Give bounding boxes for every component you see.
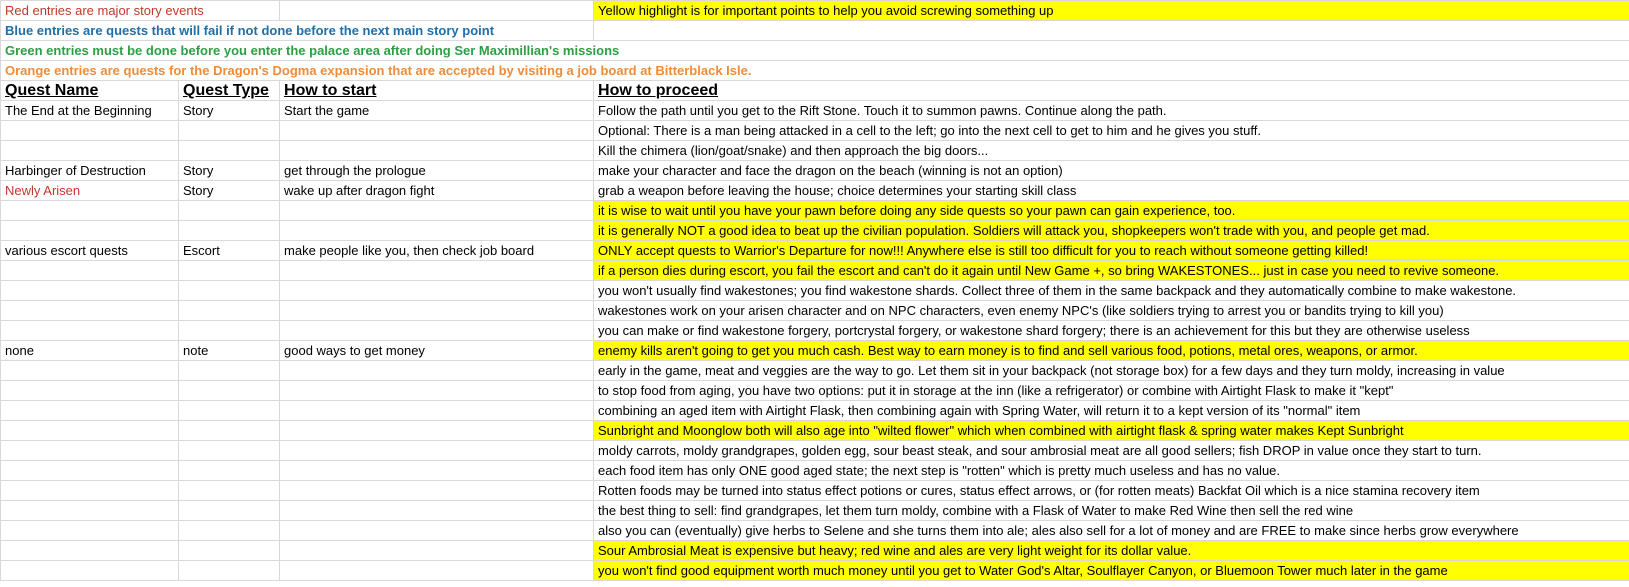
cell-quest-type[interactable] bbox=[179, 281, 280, 301]
cell-quest-name[interactable]: various escort quests bbox=[1, 241, 179, 261]
cell-quest-type[interactable]: Story bbox=[179, 101, 280, 121]
cell-quest-type[interactable] bbox=[179, 481, 280, 501]
table-row bbox=[1, 261, 1629, 281]
cell-how-to-proceed[interactable]: make your character and face the dragon on the beach (winning is not an option) bbox=[594, 161, 1629, 181]
cell-quest-name[interactable] bbox=[1, 261, 179, 281]
cell-quest-type[interactable] bbox=[179, 301, 280, 321]
legend-red[interactable]: Red entries are major story events bbox=[1, 1, 280, 21]
cell-how-to-start[interactable] bbox=[280, 381, 594, 401]
cell-quest-type[interactable]: Story bbox=[179, 161, 280, 181]
cell-how-to-start[interactable] bbox=[280, 361, 594, 381]
table-row bbox=[1, 401, 1629, 421]
cell-quest-name[interactable] bbox=[1, 501, 179, 521]
table-row bbox=[1, 441, 1629, 461]
cell-how-to-proceed[interactable]: moldy carrots, moldy grandgrapes, golden egg, sour beast steak, and sour ambrosial meat are all good sellers; fish DROP in value once they start to turn. bbox=[594, 441, 1629, 461]
cell-how-to-start[interactable] bbox=[280, 141, 594, 161]
table-row bbox=[1, 221, 1629, 241]
cell-quest-type[interactable] bbox=[179, 121, 280, 141]
table-row bbox=[1, 241, 1629, 261]
cell-quest-type[interactable] bbox=[179, 361, 280, 381]
cell-quest-type[interactable] bbox=[179, 201, 280, 221]
legend-row-red bbox=[1, 1, 1629, 21]
cell-quest-name[interactable] bbox=[1, 321, 179, 341]
cell-quest-name[interactable]: Harbinger of Destruction bbox=[1, 161, 179, 181]
cell-how-to-start[interactable] bbox=[280, 501, 594, 521]
empty-cell[interactable] bbox=[280, 1, 594, 21]
cell-quest-type[interactable] bbox=[179, 441, 280, 461]
cell-how-to-proceed[interactable]: grab a weapon before leaving the house; choice determines your starting skill class bbox=[594, 181, 1629, 201]
cell-how-to-proceed[interactable]: if a person dies during escort, you fail the escort and can't do it again until New Game +, so bring WAKESTONES... just in case you need to revive someone. bbox=[594, 261, 1629, 281]
cell-how-to-start[interactable]: get through the prologue bbox=[280, 161, 594, 181]
cell-quest-name[interactable] bbox=[1, 561, 179, 581]
cell-how-to-start[interactable]: Start the game bbox=[280, 101, 594, 121]
table-row bbox=[1, 181, 1629, 201]
cell-quest-type[interactable] bbox=[179, 521, 280, 541]
cell-quest-type[interactable] bbox=[179, 401, 280, 421]
cell-how-to-proceed[interactable]: Sunbright and Moonglow both will also age into "wilted flower" which when combined with airtight flask & spring water makes Kept Sunbright bbox=[594, 421, 1629, 441]
cell-quest-type[interactable]: Escort bbox=[179, 241, 280, 261]
cell-how-to-start[interactable] bbox=[280, 201, 594, 221]
cell-how-to-proceed[interactable]: it is generally NOT a good idea to beat up the civilian population. Soldiers will attack you, shopkeepers won't trade with you, and people get mad. bbox=[594, 221, 1629, 241]
legend-row-blue bbox=[1, 21, 1629, 41]
cell-how-to-proceed[interactable]: you can make or find wakestone forgery, portcrystal forgery, or wakestone shard forgery; there is an achievement for this but they are otherwise useless bbox=[594, 321, 1629, 341]
legend-row-green bbox=[1, 41, 1629, 61]
cell-quest-type[interactable] bbox=[179, 321, 280, 341]
cell-how-to-proceed[interactable]: to stop food from aging, you have two options: put it in storage at the inn (like a refrigerator) or combine with Airtight Flask to make it "kept" bbox=[594, 381, 1629, 401]
cell-quest-type[interactable] bbox=[179, 561, 280, 581]
cell-how-to-proceed[interactable]: Sour Ambrosial Meat is expensive but heavy; red wine and ales are very light weight for its dollar value. bbox=[594, 541, 1629, 561]
cell-how-to-start[interactable] bbox=[280, 261, 594, 281]
table-row bbox=[1, 381, 1629, 401]
legend-row-orange bbox=[1, 61, 1629, 81]
header-how-to-proceed[interactable]: How to proceed bbox=[594, 81, 1629, 101]
header-quest-type[interactable]: Quest Type bbox=[179, 81, 280, 101]
cell-how-to-proceed[interactable]: you won't find good equipment worth much money until you get to Water God's Altar, Soulflayer Canyon, or Bluemoon Tower much later in the game bbox=[594, 561, 1629, 581]
cell-quest-name[interactable] bbox=[1, 201, 179, 221]
cell-how-to-start[interactable] bbox=[280, 541, 594, 561]
cell-quest-type[interactable] bbox=[179, 541, 280, 561]
cell-quest-name[interactable] bbox=[1, 521, 179, 541]
cell-how-to-proceed[interactable]: the best thing to sell: find grandgrapes, let them turn moldy, combine with a Flask of Water to make Red Wine then sell the red wine bbox=[594, 501, 1629, 521]
cell-quest-name[interactable] bbox=[1, 361, 179, 381]
cell-quest-name[interactable] bbox=[1, 381, 179, 401]
cell-how-to-start[interactable] bbox=[280, 301, 594, 321]
cell-how-to-start[interactable]: good ways to get money bbox=[280, 341, 594, 361]
cell-quest-name[interactable] bbox=[1, 141, 179, 161]
table-row bbox=[1, 521, 1629, 541]
legend-green[interactable]: Green entries must be done before you enter the palace area after doing Ser Maximillian's missions bbox=[1, 41, 1629, 61]
cell-how-to-proceed[interactable]: it is wise to wait until you have your pawn before doing any side quests so your pawn can gain experience, too. bbox=[594, 201, 1629, 221]
cell-how-to-proceed[interactable]: Optional: There is a man being attacked in a cell to the left; go into the next cell to get to him and he gives you stuff. bbox=[594, 121, 1629, 141]
cell-how-to-start[interactable] bbox=[280, 401, 594, 421]
table-row bbox=[1, 361, 1629, 381]
cell-quest-type[interactable] bbox=[179, 221, 280, 241]
cell-how-to-start[interactable] bbox=[280, 561, 594, 581]
header-quest-name[interactable]: Quest Name bbox=[1, 81, 179, 101]
cell-quest-name[interactable]: The End at the Beginning bbox=[1, 101, 179, 121]
cell-how-to-start[interactable] bbox=[280, 481, 594, 501]
cell-quest-name[interactable] bbox=[1, 401, 179, 421]
cell-quest-type[interactable] bbox=[179, 501, 280, 521]
table-row bbox=[1, 161, 1629, 181]
table-row bbox=[1, 101, 1629, 121]
header-how-to-start[interactable]: How to start bbox=[280, 81, 594, 101]
cell-how-to-start[interactable] bbox=[280, 461, 594, 481]
table-row bbox=[1, 481, 1629, 501]
empty-cell[interactable] bbox=[594, 21, 1629, 41]
legend-orange[interactable]: Orange entries are quests for the Dragon's Dogma expansion that are accepted by visiting a job board at Bitterblack Isle. bbox=[1, 61, 1629, 81]
cell-quest-name[interactable] bbox=[1, 301, 179, 321]
table-row bbox=[1, 461, 1629, 481]
cell-how-to-proceed[interactable]: wakestones work on your arisen character and on NPC characters, even enemy NPC's (like soldiers trying to arrest you or bandits trying to kill you) bbox=[594, 301, 1629, 321]
cell-how-to-proceed[interactable]: combining an aged item with Airtight Flask, then combining again with Spring Water, will return it to a kept version of its "normal" item bbox=[594, 401, 1629, 421]
cell-how-to-proceed[interactable]: ONLY accept quests to Warrior's Departure for now!!! Anywhere else is still too difficult for you to reach without someone getting killed! bbox=[594, 241, 1629, 261]
table-row bbox=[1, 541, 1629, 561]
cell-quest-name[interactable] bbox=[1, 121, 179, 141]
cell-quest-name[interactable] bbox=[1, 481, 179, 501]
cell-quest-type[interactable] bbox=[179, 141, 280, 161]
table-row bbox=[1, 281, 1629, 301]
cell-how-to-proceed[interactable]: Kill the chimera (lion/goat/snake) and then approach the big doors... bbox=[594, 141, 1629, 161]
table-row bbox=[1, 321, 1629, 341]
table-row bbox=[1, 501, 1629, 521]
cell-quest-type[interactable] bbox=[179, 381, 280, 401]
cell-quest-name[interactable]: Newly Arisen bbox=[1, 181, 179, 201]
cell-how-to-proceed[interactable]: early in the game, meat and veggies are the way to go. Let them sit in your backpack (not storage box) for a few days and they turn moldy, increasing in value bbox=[594, 361, 1629, 381]
legend-blue[interactable]: Blue entries are quests that will fail if not done before the next main story point bbox=[1, 21, 594, 41]
cell-quest-type[interactable] bbox=[179, 461, 280, 481]
cell-quest-name[interactable]: none bbox=[1, 341, 179, 361]
cell-how-to-proceed[interactable]: each food item has only ONE good aged state; the next step is "rotten" which is pretty much useless and has no value. bbox=[594, 461, 1629, 481]
cell-how-to-proceed[interactable]: Rotten foods may be turned into status effect potions or cures, status effect arrows, or (for rotten meats) Backfat Oil which is a nice stamina recovery item bbox=[594, 481, 1629, 501]
legend-yellow[interactable]: Yellow highlight is for important points to help you avoid screwing something up bbox=[594, 1, 1629, 21]
table-row bbox=[1, 141, 1629, 161]
table-row bbox=[1, 301, 1629, 321]
table-row bbox=[1, 421, 1629, 441]
cell-how-to-start[interactable]: make people like you, then check job board bbox=[280, 241, 594, 261]
cell-how-to-proceed[interactable]: also you can (eventually) give herbs to Selene and she turns them into ale; ales also sell for a lot of money and are FREE to make since herbs grow everywhere bbox=[594, 521, 1629, 541]
table-row bbox=[1, 561, 1629, 581]
cell-how-to-start[interactable] bbox=[280, 321, 594, 341]
cell-how-to-proceed[interactable]: enemy kills aren't going to get you much cash. Best way to earn money is to find and sell various food, potions, metal ores, weapons, or armor. bbox=[594, 341, 1629, 361]
cell-quest-name[interactable] bbox=[1, 221, 179, 241]
cell-quest-name[interactable] bbox=[1, 541, 179, 561]
cell-quest-type[interactable]: note bbox=[179, 341, 280, 361]
cell-how-to-start[interactable]: wake up after dragon fight bbox=[280, 181, 594, 201]
cell-how-to-start[interactable] bbox=[280, 121, 594, 141]
cell-quest-type[interactable] bbox=[179, 421, 280, 441]
cell-how-to-proceed[interactable]: Follow the path until you get to the Rift Stone. Touch it to summon pawns. Continue along the path. bbox=[594, 101, 1629, 121]
cell-quest-type[interactable]: Story bbox=[179, 181, 280, 201]
cell-quest-type[interactable] bbox=[179, 261, 280, 281]
table-row bbox=[1, 121, 1629, 141]
cell-how-to-start[interactable] bbox=[280, 421, 594, 441]
cell-quest-name[interactable] bbox=[1, 421, 179, 441]
cell-how-to-start[interactable] bbox=[280, 441, 594, 461]
cell-quest-name[interactable] bbox=[1, 461, 179, 481]
table-row bbox=[1, 201, 1629, 221]
header-row bbox=[1, 81, 1629, 101]
cell-quest-name[interactable] bbox=[1, 441, 179, 461]
cell-how-to-start[interactable] bbox=[280, 521, 594, 541]
cell-how-to-proceed[interactable]: you won't usually find wakestones; you find wakestone shards. Collect three of them in the same backpack and they automatically combine to make wakestone. bbox=[594, 281, 1629, 301]
cell-how-to-start[interactable] bbox=[280, 221, 594, 241]
cell-how-to-start[interactable] bbox=[280, 281, 594, 301]
table-row bbox=[1, 341, 1629, 361]
cell-quest-name[interactable] bbox=[1, 281, 179, 301]
